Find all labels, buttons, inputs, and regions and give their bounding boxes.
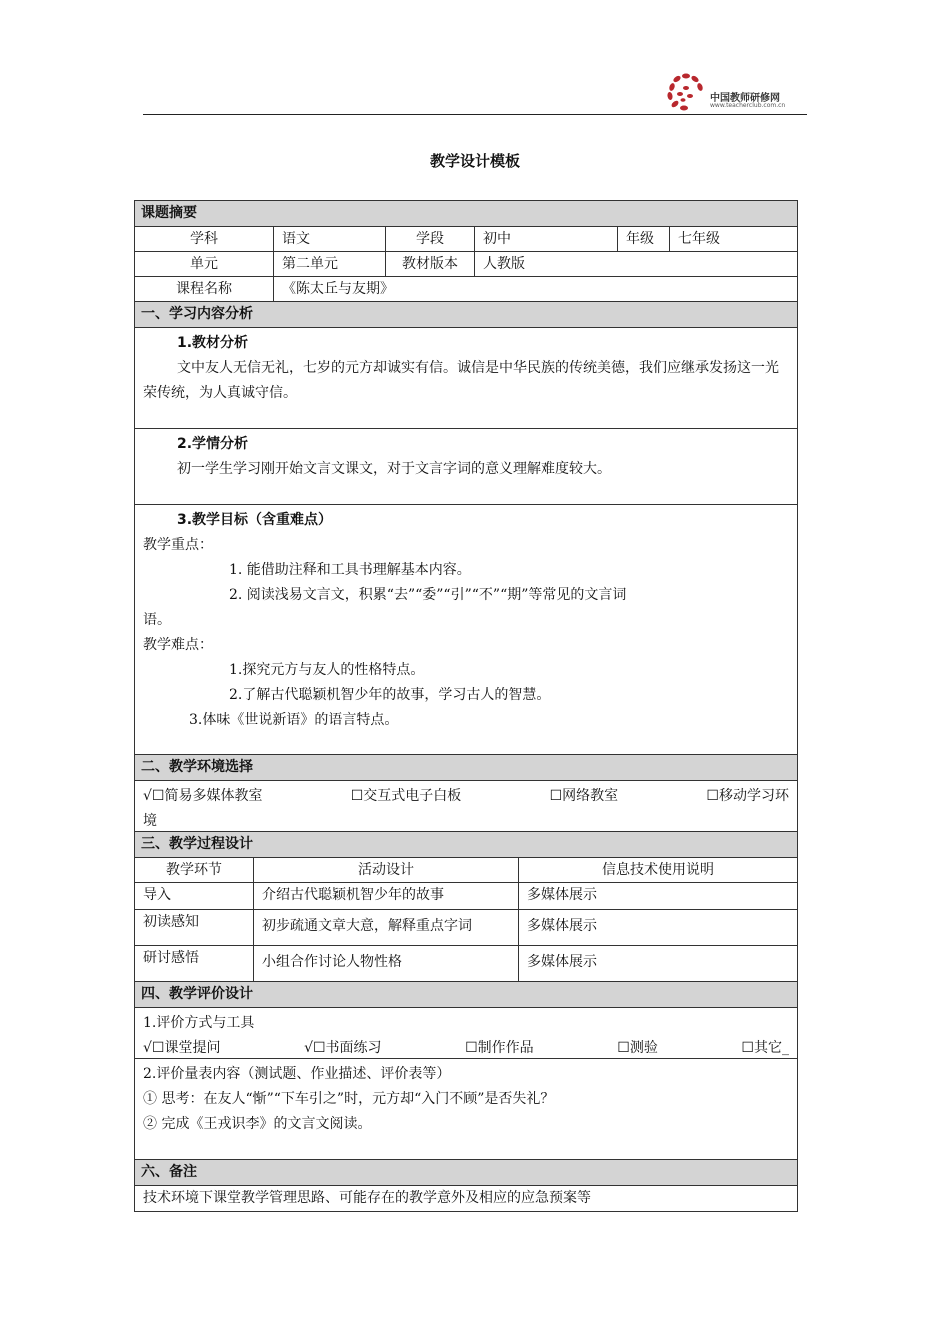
section-environment-heading: 二、教学环境选择 xyxy=(135,755,797,781)
evaluation-methods xyxy=(135,1008,797,1059)
process-tech: 多媒体展示 xyxy=(527,954,597,970)
learner-analysis-body: 初一学生学习刚开始文言文课文，对于文言字词的意义理解难度较大。 xyxy=(177,461,611,477)
logo-name: 中国教师研修网 xyxy=(710,93,780,104)
section-summary-heading: 课题摘要 xyxy=(135,201,797,227)
process-activity: 介绍古代聪颖机智少年的故事 xyxy=(254,883,519,909)
process-header-row xyxy=(135,858,797,883)
process-stage: 初读感知 xyxy=(135,910,254,945)
learner-analysis-heading: 2.学情分析 xyxy=(177,436,249,452)
difficult-point-2: 2.了解古代聪颖机智少年的故事，学习古人的智慧。 xyxy=(229,687,551,703)
teaching-goals-heading: 3.教学目标（含重难点） xyxy=(177,512,333,528)
process-activity: 初步疏通文章大意，解释重点字词 xyxy=(254,910,519,945)
env-option-network-classroom[interactable]: ☐网络教室 xyxy=(549,788,619,804)
process-row xyxy=(135,946,797,982)
difficult-point-1: 1.探究元方与友人的性格特点。 xyxy=(229,662,425,678)
difficult-points-label: 教学难点： xyxy=(143,637,213,653)
env-option-whiteboard[interactable]: ☐交互式电子白板 xyxy=(350,788,462,804)
stage-label: 学段 xyxy=(386,227,475,251)
grade-value: 七年级 xyxy=(678,231,720,247)
subject-label: 学科 xyxy=(135,227,274,251)
section-notes-heading: 六、备注 xyxy=(135,1160,797,1186)
process-stage: 导入 xyxy=(135,883,254,909)
key-point-1: 1. 能借助注释和工具书理解基本内容。 xyxy=(229,562,471,578)
summary-row-1 xyxy=(135,227,797,252)
evaluation-question-2: ② 完成《王戎识李》的文言文阅读。 xyxy=(143,1116,372,1132)
key-point-2: 2. 阅读浅易文言文，积累“去”“委”“引”“不”“期”等常见的文言词 xyxy=(229,587,627,603)
process-activity: 小组合作讨论人物性格 xyxy=(254,946,519,981)
process-col-activity: 活动设计 xyxy=(254,858,519,882)
evaluation-scale xyxy=(135,1059,797,1160)
summary-row-2 xyxy=(135,252,797,277)
course-value: 《陈太丘与友期》 xyxy=(282,281,394,297)
environment-options xyxy=(135,781,797,832)
eval-option-product[interactable]: ☐制作作品 xyxy=(465,1040,534,1056)
notes-body: 技术环境下课堂教学管理思路、可能存在的教学意外及相应的应急预案等 xyxy=(143,1190,591,1206)
process-stage: 研讨感悟 xyxy=(135,946,254,981)
process-col-stage: 教学环节 xyxy=(135,858,254,882)
env-option-simple-multimedia[interactable]: √☐简易多媒体教室 xyxy=(143,788,263,804)
subject-value: 语文 xyxy=(274,227,386,251)
teaching-goals xyxy=(135,505,797,755)
stage-value: 初中 xyxy=(475,227,618,251)
lesson-plan-table xyxy=(134,200,798,1212)
edition-label: 教材版本 xyxy=(386,252,475,276)
edition-value: 人教版 xyxy=(483,256,525,272)
logo-url: www.teacherclub.com.cn xyxy=(710,102,786,109)
process-col-tech: 信息技术使用说明 xyxy=(602,862,714,878)
process-tech: 多媒体展示 xyxy=(527,887,597,903)
textbook-analysis xyxy=(135,328,797,429)
process-tech: 多媒体展示 xyxy=(527,918,597,934)
process-row xyxy=(135,883,797,910)
learner-analysis xyxy=(135,429,797,505)
grade-label: 年级 xyxy=(618,227,670,251)
summary-row-3 xyxy=(135,277,797,302)
unit-value: 第二单元 xyxy=(274,252,386,276)
eval-option-other[interactable]: ☐其它_ xyxy=(741,1040,789,1056)
textbook-analysis-body: 文中友人无信无礼，七岁的元方却诚实有信。诚信是中华民族的传统美德，我们应继承发扬这一光荣传统，为人真诚守信。 xyxy=(143,360,779,401)
difficult-point-3: 3.体味《世说新语》的语言特点。 xyxy=(189,712,399,728)
section-analysis-heading: 一、学习内容分析 xyxy=(135,302,797,328)
logo-mark-icon xyxy=(662,70,710,114)
unit-label: 单元 xyxy=(135,252,274,276)
course-label: 课程名称 xyxy=(135,277,274,301)
evaluation-methods-heading: 1.评价方式与工具 xyxy=(143,1015,255,1031)
header-divider xyxy=(143,114,807,115)
env-option-mobile-continued: 境 xyxy=(143,813,157,829)
section-evaluation-heading: 四、教学评价设计 xyxy=(135,982,797,1008)
section-process-heading: 三、教学过程设计 xyxy=(135,832,797,858)
eval-option-written-exercise[interactable]: √☐书面练习 xyxy=(304,1040,382,1056)
teacherclub-logo xyxy=(662,70,812,116)
eval-option-questioning[interactable]: √☐课堂提问 xyxy=(143,1040,221,1056)
eval-option-test[interactable]: ☐测验 xyxy=(617,1040,658,1056)
key-point-2-continued: 语。 xyxy=(143,612,171,628)
env-option-mobile[interactable]: ☐移动学习环 xyxy=(706,788,789,804)
evaluation-question-1: ① 思考：在友人“惭”“下车引之”时，元方却“入门不顾”是否失礼？ xyxy=(143,1091,555,1107)
page-title: 教学设计模板 xyxy=(429,152,520,170)
evaluation-scale-heading: 2.评价量表内容（测试题、作业描述、评价表等） xyxy=(143,1066,451,1082)
key-points-label: 教学重点： xyxy=(143,537,213,553)
textbook-analysis-heading: 1.教材分析 xyxy=(177,335,249,351)
process-row xyxy=(135,910,797,946)
